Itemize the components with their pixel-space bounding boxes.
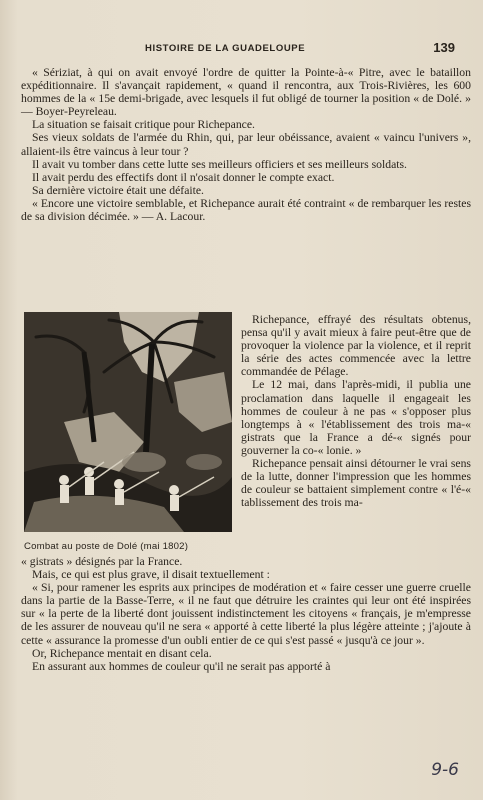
- bottom-text-block: [21, 555, 471, 673]
- paragraph: Il avait perdu des effectifs dont il n'osait donner le compte exact.: [32, 170, 335, 184]
- engraving-image: [24, 312, 232, 532]
- paragraph: Mais, ce qui est plus grave, il disait textuellement :: [32, 568, 270, 582]
- handwritten-note: 9-6: [431, 760, 459, 780]
- paragraph: Le 12 mai, dans l'après-midi, il publia une proclamation dans laquelle il engageait les hommes de couleur à ne pas « s'opposer plus longtemps à « l'établissement des trois ma-« gistrats que la France a dé-« signés pour gouverner la co-« lonie. »: [241, 378, 471, 457]
- paragraph: Sa dernière victoire était une défaite.: [32, 183, 204, 197]
- side-text-block: [241, 313, 471, 509]
- battle-illustration: [24, 312, 232, 532]
- paragraph: Or, Richepance mentait en disant cela.: [32, 646, 212, 660]
- paragraph: Il avait vu tomber dans cette lutte ses meilleurs officiers et ses meilleurs soldats.: [32, 157, 407, 171]
- paragraph: Ses vieux soldats de l'armée du Rhin, qui, par leur obéissance, avaient « vaincu l'univers », allaient-ils être vaincus à leur tour ?: [21, 131, 471, 158]
- paragraph: « Sériziat, à qui on avait envoyé l'ordre de quitter la Pointe-à-« Pitre, avec le bataillon expéditionnaire. Il s'avançait rapidement, « quand il rencontra, aux Trois-Rivières, les 600 hommes de la « 15e demi-brigade, avec lesquels il fut obligé de tourner la position « de Dolé. » — Boyer-Peyreleau.: [21, 66, 471, 119]
- top-text-block: [21, 66, 471, 223]
- paragraph: La situation se faisait critique pour Richepance.: [32, 118, 255, 132]
- paragraph: « Si, pour ramener les esprits aux principes de modération et « faire cesser une guerre cruelle dans la partie de la Basse-Terre, « il ne faut que détruire les craintes qui leur ont été inspirées sur « la perte de la liberté dont jouissent indistinctement les citoyens « français, je m'empresse de les assurer de nouveau qu'il ne sera « apporté à cette liberté la plus légère atteinte ; j'ajoute à cette « assurance la promesse d'un oubli entier de ce qui s'est passé « jusqu'à ce jour ».: [21, 581, 471, 647]
- running-title: HISTOIRE DE LA GUADELOUPE: [145, 43, 306, 54]
- paragraph: « Encore une victoire semblable, et Richepance aurait été contraint « de rembarquer les restes de sa division décimée. » — A. Lacour.: [21, 196, 471, 224]
- page-number: 139: [433, 40, 455, 55]
- running-header: [20, 40, 463, 59]
- paragraph: « gistrats » désignés par la France.: [21, 555, 183, 568]
- paragraph: En assurant aux hommes de couleur qu'il ne serait pas apporté à: [32, 659, 331, 673]
- paragraph: Richepance, effrayé des résultats obtenus, pensa qu'il y avait mieux à faire peut-être que de provoquer la violence par la violence, et il reprit la série des actes commencée avec la lettre commandée de Pélage.: [241, 313, 471, 379]
- paragraph: Richepance pensait ainsi détourner le vrai sens de la lutte, donner l'impression que les hommes de couleur se battaient simplement contre « l'é-« tablissement des trois ma-: [241, 457, 471, 510]
- figure-caption: Combat au poste de Dolé (mai 1802): [24, 541, 189, 552]
